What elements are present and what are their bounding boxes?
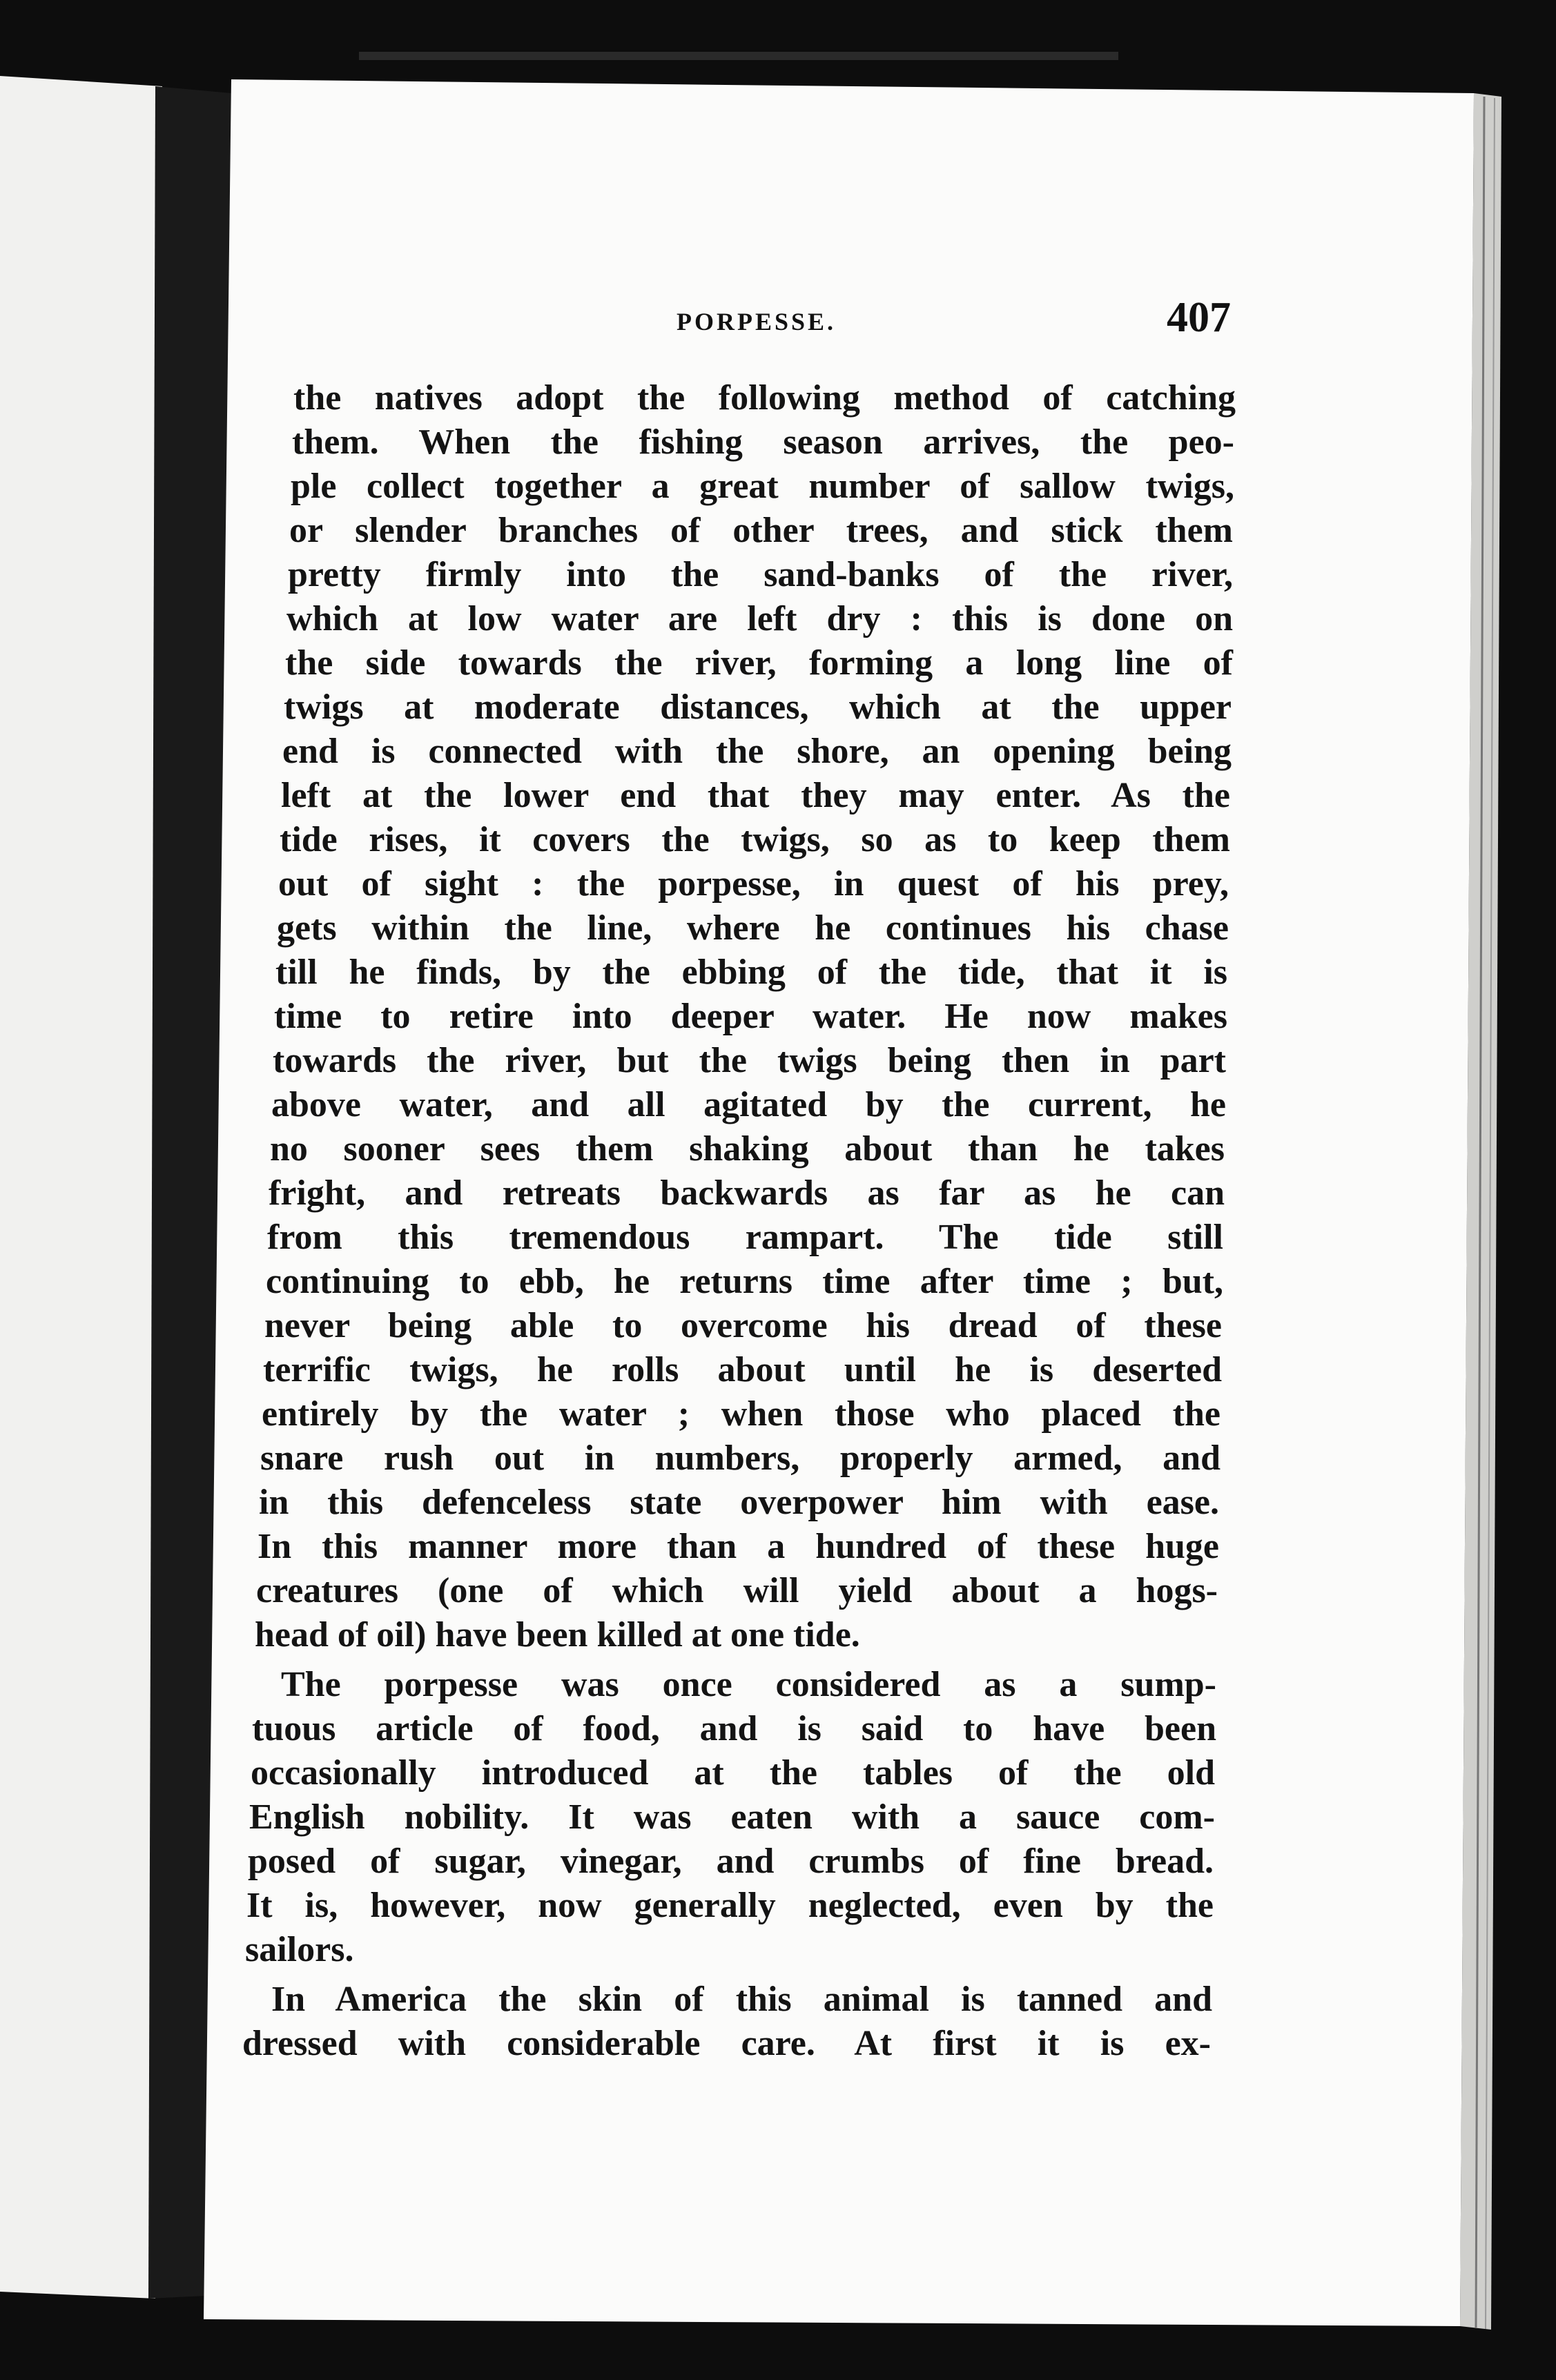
- text-line: terrific twigs, he rolls about until he is deserted: [263, 1350, 1222, 1389]
- text-line: pretty firmly into the sand-banks of the river,: [288, 555, 1233, 594]
- text-line: It is, however, now generally neglected, even by the: [246, 1886, 1214, 1925]
- text-line: creatures (one of which will yield about a hogs-: [256, 1571, 1218, 1610]
- text-line: In America the skin of this animal is tanned and: [271, 1980, 1212, 2019]
- text-line: fright, and retreats backwards as far as he can: [269, 1173, 1225, 1213]
- text-line: out of sight : the porpesse, in quest of his prey,: [278, 864, 1229, 904]
- text-line: end is connected with the shore, an opening being: [282, 732, 1232, 771]
- text-line: entirely by the water ; when those who placed the: [262, 1394, 1221, 1434]
- text-line: or slender branches of other trees, and stick them: [289, 511, 1233, 550]
- text-line: In this manner more than a hundred of these huge: [257, 1527, 1219, 1566]
- text-line: tuous article of food, and is said to have been: [252, 1709, 1216, 1748]
- text-line: the natives adopt the following method of catching: [293, 378, 1236, 418]
- text-line: above water, and all agitated by the current, he: [271, 1085, 1226, 1124]
- text-line: left at the lower end that they may enter. As the: [281, 776, 1230, 815]
- left-page-edge: [0, 76, 162, 2299]
- text-line: dressed with considerable care. At first it is ex-: [242, 2024, 1211, 2063]
- top-binding-edge: [359, 52, 1118, 60]
- text-line: the side towards the river, forming a long line of: [285, 643, 1233, 683]
- text-line: them. When the fishing season arrives, the peo-: [292, 422, 1234, 462]
- text-line: never being able to overcome his dread of these: [264, 1306, 1222, 1345]
- text-line: occasionally introduced at the tables of the old: [251, 1753, 1215, 1793]
- text-line: time to retire into deeper water. He now makes: [274, 997, 1227, 1036]
- text-line: towards the river, but the twigs being then in part: [273, 1041, 1226, 1080]
- text-line: which at low water are left dry : this is done on: [286, 599, 1233, 638]
- text-line: in this defenceless state overpower him with ease.: [259, 1483, 1219, 1522]
- text-line: continuing to ebb, he returns time after time ; but,: [266, 1262, 1223, 1301]
- text-line: tide rises, it covers the twigs, so as to keep them: [280, 820, 1230, 859]
- text-line: from this tremendous rampart. The tide still: [267, 1218, 1223, 1257]
- text-line: gets within the line, where he continues his chase: [277, 908, 1229, 948]
- text-line: sailors.: [245, 1930, 354, 1969]
- running-head: PORPESSE.: [677, 308, 837, 335]
- text-line: English nobility. It was eaten with a sauce com-: [249, 1797, 1215, 1837]
- text-line: till he finds, by the ebbing of the tide, that it is: [275, 953, 1227, 992]
- text-line: no sooner sees them shaking about than he takes: [270, 1129, 1225, 1169]
- text-line: posed of sugar, vinegar, and crumbs of fine bread.: [248, 1842, 1214, 1881]
- page-sheet: [204, 79, 1474, 2326]
- text-line: snare rush out in numbers, properly armed, and: [260, 1438, 1221, 1478]
- text-line: ple collect together a great number of sallow twigs,: [291, 467, 1234, 506]
- text-line: twigs at moderate distances, which at the upper: [284, 687, 1232, 727]
- page-number: 407: [1167, 294, 1231, 341]
- text-line: The porpesse was once considered as a sump-: [281, 1665, 1216, 1704]
- text-line: head of oil) have been killed at one tide.: [255, 1615, 860, 1655]
